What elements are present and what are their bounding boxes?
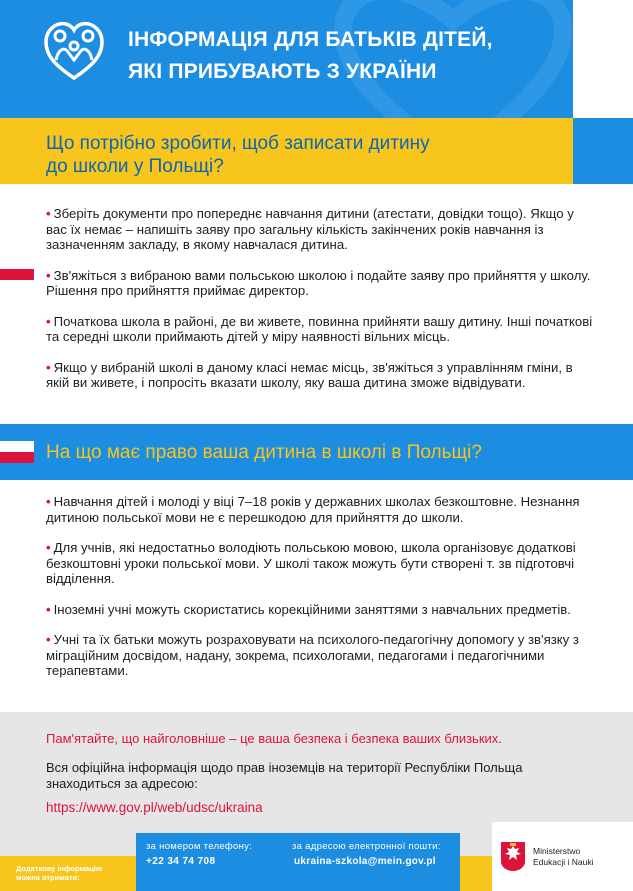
list-item — [46, 602, 594, 618]
email-address[interactable]: ukraina-szkola@mein.gov.pl — [294, 856, 436, 867]
section1-list — [46, 206, 594, 406]
email-label: за адресою електронної пошти: — [292, 841, 441, 852]
official-link[interactable]: https://www.gov.pl/web/udsc/ukraina — [46, 800, 263, 815]
bullet-icon: • — [46, 359, 51, 375]
more-info-label — [16, 864, 102, 882]
section2-heading: На що має право ваша дитина в школі в Польщі? — [46, 442, 482, 463]
list-item-text: Для учнів, які недостатньо володіють польською мовою, школа організовує додаткові безкоштовні уроки польської мови. У школі також можуть бути створені т. зв підготовчі відділення. — [46, 540, 576, 586]
list-item — [46, 494, 594, 525]
title-line-1: ІНФОРМАЦІЯ ДЛЯ БАТЬКІВ ДІТЕЙ, — [128, 28, 493, 51]
bullet-icon: • — [46, 206, 51, 221]
heart-family-icon — [42, 16, 106, 84]
list-item-text: Якщо у вибраній школі в даному класі немає місць, зв'яжіться з управлінням гміни, в якій ви живете, і попросіть вказати школу, яку ваша дитина зможе відвідувати. — [46, 359, 573, 390]
header-corner — [573, 0, 633, 118]
section1-heading-line-2: до школи у Польщі? — [46, 156, 224, 177]
footer-yellow-right — [460, 856, 492, 891]
bullet-icon: • — [46, 313, 51, 329]
list-item-text: Початкова школа в районі, де ви живете, повинна прийняти вашу дитину. Інші початкові та середні школи приймають дітей у міру наявності вільних місць. — [46, 313, 593, 344]
more-info-line-1: Додаткову інформацію — [16, 864, 103, 873]
bullet-icon: • — [46, 601, 51, 617]
polish-eagle-icon — [500, 840, 526, 872]
list-item — [46, 360, 594, 391]
list-item — [46, 632, 594, 679]
list-item — [46, 206, 594, 253]
ministry-line-2: Edukacji i Nauki — [533, 856, 594, 867]
list-item — [46, 314, 594, 345]
header-banner — [0, 0, 573, 118]
list-item-text: Зв'яжіться з вибраною вами польською школою і подайте заяву про прийняття у школу. Рішення про прийняття приймає директор. — [46, 267, 591, 298]
info-text: Вся офіційна інформація щодо прав іноземців на території Республіки Польща знаходиться за адресою: — [46, 760, 523, 791]
bullet-icon: • — [46, 494, 51, 509]
safety-notice: Пам'ятайте, що найголовніше – це ваша безпека і безпека ваших близьких. — [46, 731, 502, 746]
list-item — [46, 268, 594, 299]
section2-list — [46, 494, 594, 694]
phone-label: за номером телефону: — [146, 841, 253, 852]
poland-flag-icon — [0, 441, 34, 463]
page-title — [128, 24, 493, 88]
ministry-name — [533, 846, 593, 867]
section1-heading — [46, 132, 430, 178]
section1-heading-line-1: Що потрібно зробити, щоб записати дитину — [46, 133, 430, 154]
list-item-text: Навчання дітей і молоді у віці 7–18 років у державних школах безкоштовне. Незнання дитиною польської мови не є перешкодою для прийняття до школи. — [46, 494, 580, 525]
list-item-text: Учні та їх батьки можуть розраховувати на психолого-педагогічну допомогу у зв'язку з міграційним досвідом, надану, зокрема, психологами, педагогами і педагогічними терапевтами. — [46, 632, 579, 678]
phone-number[interactable]: +22 34 74 708 — [146, 856, 216, 867]
poland-flag-icon — [0, 258, 34, 280]
more-info-line-2: можна отримати: — [16, 873, 80, 882]
list-item-text: Зберіть документи про попереднє навчання дитини (атестати, довідки тощо). Якщо у вас їх немає – напишіть заяву про загальну кількість закінчених років навчання із зазначенням закладу, в якому навчалася дитина. — [46, 206, 574, 252]
list-item-text: Іноземні учні можуть скористатись корекційними заняттями з навчальних предметів. — [53, 601, 571, 617]
bullet-icon: • — [46, 267, 51, 283]
bullet-icon: • — [46, 540, 51, 555]
list-item — [46, 540, 594, 587]
bullet-icon: • — [46, 632, 51, 647]
title-line-2: ЯКІ ПРИБУВАЮТЬ З УКРАЇНИ — [128, 60, 437, 83]
ministry-line-1: Ministerstwo — [533, 846, 581, 856]
